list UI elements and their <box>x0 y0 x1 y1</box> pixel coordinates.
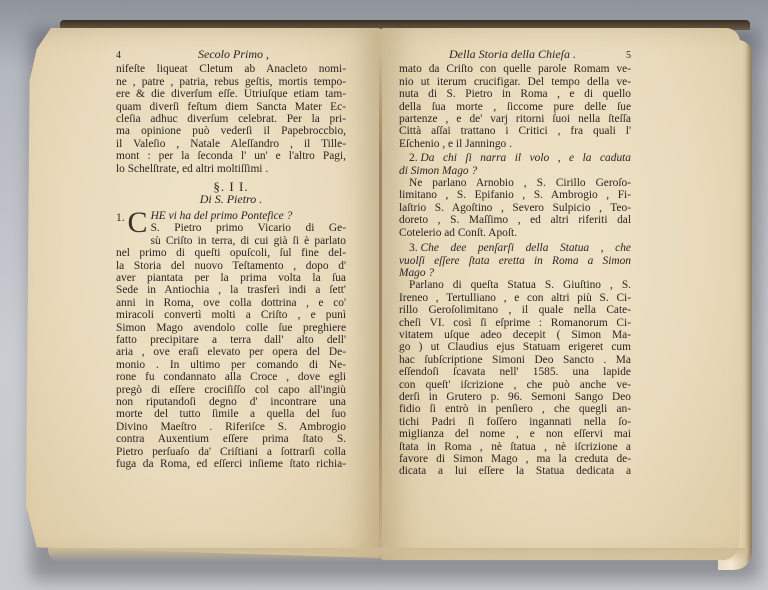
section-mark: §. I I. <box>213 179 249 195</box>
question-1 <box>116 205 346 239</box>
left-page-text <box>116 48 346 470</box>
text-line: Ne parlano Arnobio , S. Cirillo Geroſo- <box>409 177 631 190</box>
page-number: 5 <box>626 50 631 61</box>
text-line: mont : per la ſeconda l' un' e l'altro Pagi, <box>116 150 346 163</box>
question-line: di Simon Mago ? <box>399 164 478 177</box>
text-line: fatto precipitare a terra dall' alto dell' <box>116 333 346 346</box>
text-line: doreto , S. Maſſimo , ed altri riferiti dal <box>399 214 631 227</box>
text-line: eſſendoſi ſcavata nell' 1585. una lapide <box>399 366 631 379</box>
text-line: S. Pietro primo Vicario di Ge- <box>150 222 346 235</box>
text-line: lo Schelſtrate, ed altri moltiſſimi . <box>116 162 269 175</box>
text-line: fuga da Roma, ed eſſerci inſieme ſtato richia- <box>116 458 346 470</box>
question-text <box>399 242 631 254</box>
question-2 <box>399 152 631 177</box>
text-line: laſtrio S. Agoſtino , Severo Sulpicio , Teo- <box>399 201 631 214</box>
question-line: Che dee penſarſi della Statua , che <box>420 242 631 255</box>
text-line: con queſt' iſcrizione , che può anche ve- <box>399 378 631 391</box>
question-line: Da chi ſi narra il volo , e la caduta <box>420 152 631 165</box>
question-number: 2. <box>409 152 418 165</box>
text-line: monio . In ultimo per comando di Ne- <box>116 358 346 371</box>
text-line: della ſua morte , ſiccome pure delle ſue <box>399 100 631 113</box>
text-line: morte del tutto ſimile a quella del ſuo <box>116 408 346 421</box>
text-line: cleſia adhuc diverſum celebrat. Per la pri- <box>116 113 346 126</box>
book-gutter <box>379 50 382 570</box>
book-bottom-edge <box>48 548 748 562</box>
text-line: quam diverſi feſtum diem Sancta Mater Ec- <box>116 100 346 113</box>
page-number: 4 <box>116 50 121 61</box>
text-line: limitano , S. Epifanio , S. Ambrogio , Fi- <box>399 189 631 202</box>
text-line: hac ſubſcriptione Simoni Deo Sancto . Ma <box>399 353 631 366</box>
text-line: Cotelerio ad Conſt. Apoſt. <box>399 226 518 239</box>
text-line: Pietro perſuaſo da' Criſtiani a ſottrarſi colla <box>116 445 346 458</box>
text-line: sù Criſto in terra, di cui già ſi è parlato <box>150 234 346 247</box>
right-page-text <box>399 48 631 478</box>
text-line: anni in Roma, ove colla dottrina , e co' <box>116 296 346 309</box>
text-line: Simon Mago avendolo colle ſue preghiere <box>116 321 346 334</box>
question-line: vuolſi eſſere ſtata eretta in Roma a Simon <box>399 254 631 267</box>
text-line: derſi in Grutero p. 96. Semoni Sango Deo <box>399 390 631 403</box>
text-line: miglianza del nome , e non eſſervi mai <box>399 428 631 441</box>
text-line: partenze , e de' varj ritorni ſuoi nella ſteſſa <box>399 113 631 126</box>
question-number: 1. <box>116 211 125 224</box>
text-line: Divino Maeſtro . Riferiſce S. Ambrogio <box>116 420 346 433</box>
text-line: go ) ut Claudius ejus Statuam erigeret cum <box>399 341 631 354</box>
text-line: tichi Padri ſi foſſero ingannati nella ſo- <box>399 415 631 428</box>
text-line: cheſi VI. così ſi eſprime : Romanorum Ci- <box>399 316 631 329</box>
text-line: vitatem uſque adeo decepit ( Simon Ma- <box>399 328 631 341</box>
text-line: ſtata in Roma , nè ſtatua , nè iſcrizione a <box>399 440 631 453</box>
text-line: ne , patre , patria, rebus geſtis, mortis tempo- <box>116 75 346 88</box>
question-number: 3. <box>409 242 418 255</box>
text-line: pregò di eſſere crociſiſſo col capo all'ingiù <box>116 383 346 396</box>
text-line: Eſchenio , e il Janningo . <box>399 137 512 150</box>
right-running-head <box>399 48 631 62</box>
text-line: mato da Criſto con quelle parole Romam ve- <box>399 63 631 76</box>
text-line: il Valeſio , Natale Aleſſandro , il Tille- <box>116 137 346 150</box>
left-running-head <box>116 48 346 62</box>
text-line: aver piantata per la prima volta la ſua <box>116 271 346 284</box>
text-line: nifeſte liqueat Cletum ab Anacleto nomi- <box>116 63 346 76</box>
question-text <box>399 152 631 164</box>
text-line: ere & die diverſum eſſe. Utriuſque etiam tam- <box>116 88 346 101</box>
text-line: aria , ove eraſi elevato per opera del De- <box>116 346 346 359</box>
running-head-title: Secolo Primo , <box>198 47 269 61</box>
text-line: non riputandoſi degno d' incontrare una <box>116 395 346 408</box>
text-line: nel primo di queſti opuſcoli, ſul fine del- <box>116 247 346 260</box>
text-line: la Storia del nuovo Teſtamento , dopo d' <box>116 259 346 272</box>
text-line: nio ut iterum crucifigar. Del tempo della ve- <box>399 75 631 88</box>
text-line: Parlano di queſta Statua S. Giuſtino , S. <box>409 279 631 292</box>
text-line: Città aſſai trattano i Critici , fra quali l' <box>399 125 631 138</box>
text-line: contra Auxentium eſſere prima ſtato S. <box>116 433 346 446</box>
text-line: fidio ſi entrò in penſiero , che quegli an- <box>399 403 631 416</box>
text-line: rillo Geroſolimitano , il quale nella Cate- <box>399 304 631 317</box>
text-line: Sede in Antiochia , la trasferì indi a ſett' <box>116 284 346 297</box>
text-line: dicata a lui eſſere la Statua dedicata a <box>399 465 631 478</box>
question-line: Mago ? <box>399 266 435 279</box>
text-line: miracoli convertì molti a Criſto , e punì <box>116 309 346 322</box>
text-line: rone fu condannato alla Croce , dove egli <box>116 371 346 384</box>
running-head-title: Della Storia della Chieſa . <box>449 47 576 61</box>
section-title: Di S. Pietro . <box>199 192 263 207</box>
text-line: Ireneo , Tertulliano , e con altri più S. Ci- <box>399 291 631 304</box>
drop-cap: C <box>127 205 148 239</box>
text-line: favore di Simon Mago , ma la creduta de- <box>399 453 631 465</box>
question-3 <box>399 242 631 279</box>
question-text: HE vi ha del primo Pontefice ? <box>150 209 293 222</box>
text-line: ma opinione può vederſi il Papebroccbio, <box>116 125 346 138</box>
text-line: nuta di S. Pietro in Roma , e di quello <box>399 88 631 101</box>
